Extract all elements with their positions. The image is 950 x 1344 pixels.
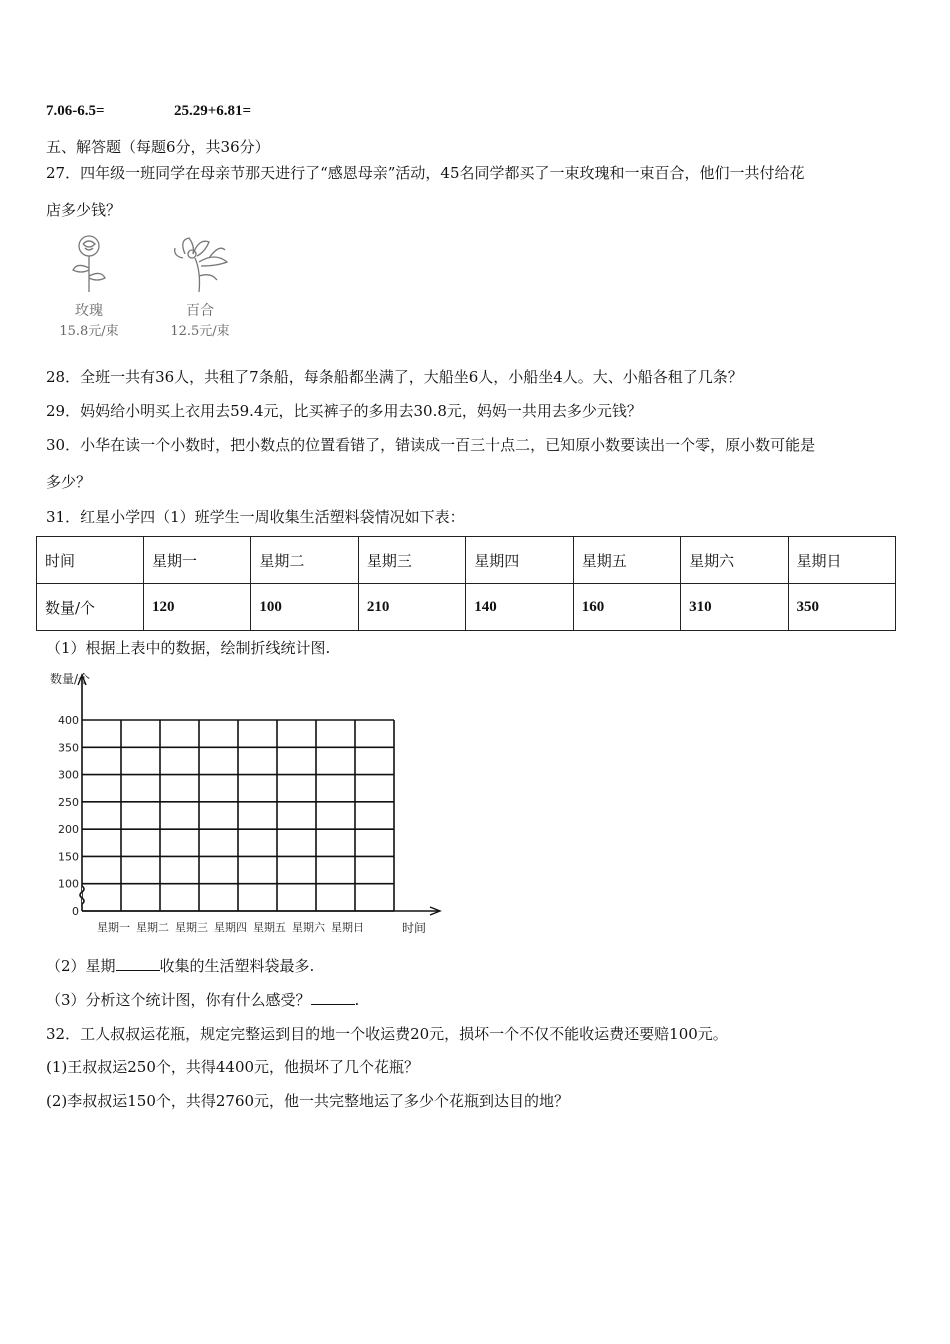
table-day: 星期三 bbox=[358, 537, 465, 584]
table-day: 星期六 bbox=[681, 537, 788, 584]
table-value: 210 bbox=[358, 584, 465, 631]
answer-blank-day[interactable] bbox=[116, 958, 160, 971]
y-tick-label: 150 bbox=[58, 850, 79, 864]
y-tick-label: 0 bbox=[72, 905, 79, 918]
rose-price: 15.8元/束 bbox=[59, 324, 119, 339]
y-tick-label: 400 bbox=[58, 714, 79, 727]
table-value: 120 bbox=[144, 584, 251, 631]
y-tick-label: 100 bbox=[58, 877, 79, 891]
x-tick-label: 星期日 bbox=[331, 921, 364, 934]
q31-part1: （1）根据上表中的数据，绘制折线统计图. bbox=[46, 639, 331, 657]
q30-line2: 多少？ bbox=[46, 473, 92, 491]
y-tick-label: 200 bbox=[58, 823, 79, 837]
lily-icon bbox=[165, 232, 235, 294]
q28-text: 28．全班一共有36人，共租了7条船，每条船都坐满了，大船坐6人，小船坐4人。大、小船各租了几条？ bbox=[46, 368, 743, 386]
table-day: 星期四 bbox=[466, 537, 573, 584]
calc-item-1: 7.06-6.5= bbox=[46, 103, 105, 119]
q31-part3-post: . bbox=[354, 991, 360, 1009]
rose-card bbox=[44, 232, 134, 339]
q31-part2 bbox=[46, 955, 314, 976]
x-tick-label: 星期五 bbox=[253, 921, 286, 934]
axis-break bbox=[80, 886, 84, 904]
q31-part2-pre: （2）星期 bbox=[46, 957, 116, 975]
table-day: 星期二 bbox=[251, 537, 358, 584]
line-chart-grid bbox=[40, 665, 460, 940]
q30-line1: 30．小华在读一个小数时，把小数点的位置看错了，错读成一百三十点二，已知原小数要读出一个零，原小数可能是 bbox=[46, 436, 816, 454]
x-tick-label: 星期二 bbox=[136, 921, 169, 934]
x-tick-label: 星期三 bbox=[175, 921, 208, 934]
table-day: 星期一 bbox=[144, 537, 251, 584]
section-title: 五、解答题（每题6分，共36分） bbox=[46, 138, 270, 156]
calc-item-2: 25.29+6.81= bbox=[174, 103, 252, 119]
plastic-bag-table bbox=[36, 536, 896, 631]
q31-part3 bbox=[46, 989, 359, 1010]
table-value: 140 bbox=[466, 584, 573, 631]
table-day: 星期日 bbox=[788, 537, 895, 584]
x-tick-label: 星期六 bbox=[292, 921, 325, 934]
q32-line2: (1)王叔叔运250个，共得4400元，他损坏了几个花瓶？ bbox=[46, 1058, 420, 1076]
table-row-label: 数量/个 bbox=[37, 584, 144, 631]
rose-icon bbox=[59, 232, 119, 294]
table-row-values bbox=[37, 584, 896, 631]
q29-text: 29．妈妈给小明买上衣用去59.4元，比买裤子的多用去30.8元，妈妈一共用去多少元钱？ bbox=[46, 402, 642, 420]
q32-line3: (2)李叔叔运150个，共得2760元，他一共完整地运了多少个花瓶到达目的地？ bbox=[46, 1092, 570, 1110]
table-row-days bbox=[37, 537, 896, 584]
lily-price: 12.5元/束 bbox=[170, 324, 230, 339]
chart-xlabel: 时间 bbox=[402, 921, 427, 935]
table-value: 310 bbox=[681, 584, 788, 631]
table-value: 160 bbox=[573, 584, 680, 631]
lily-card bbox=[155, 232, 245, 339]
rose-name: 玫瑰 bbox=[75, 303, 103, 319]
x-tick-label: 星期四 bbox=[214, 921, 247, 934]
table-value: 350 bbox=[788, 584, 895, 631]
chart-ylabel: 数量/个 bbox=[50, 672, 91, 686]
table-value: 100 bbox=[251, 584, 358, 631]
x-tick-label: 星期一 bbox=[97, 921, 130, 934]
y-tick-label: 300 bbox=[58, 768, 79, 782]
table-header-label: 时间 bbox=[37, 537, 144, 584]
y-tick-label: 250 bbox=[58, 795, 79, 809]
y-tick-label: 350 bbox=[58, 741, 79, 755]
q31-intro: 31．红星小学四（1）班学生一周收集生活塑料袋情况如下表： bbox=[46, 508, 465, 526]
table-day: 星期五 bbox=[573, 537, 680, 584]
lily-name: 百合 bbox=[186, 303, 214, 319]
q27-line1: 27．四年级一班同学在母亲节那天进行了“感恩母亲”活动，45名同学都买了一束玫瑰和一束百合，他们一共付给花 bbox=[46, 164, 805, 182]
q31-part3-pre: （3）分析这个统计图，你有什么感受？ bbox=[46, 991, 311, 1009]
answer-blank-feeling[interactable] bbox=[311, 992, 355, 1005]
q31-part2-post: 收集的生活塑料袋最多. bbox=[159, 957, 315, 975]
q27-line2: 店多少钱？ bbox=[46, 201, 122, 219]
q32-line1: 32．工人叔叔运花瓶，规定完整运到目的地一个收运费20元，损坏一个不仅不能收运费还要赔100元。 bbox=[46, 1025, 728, 1043]
